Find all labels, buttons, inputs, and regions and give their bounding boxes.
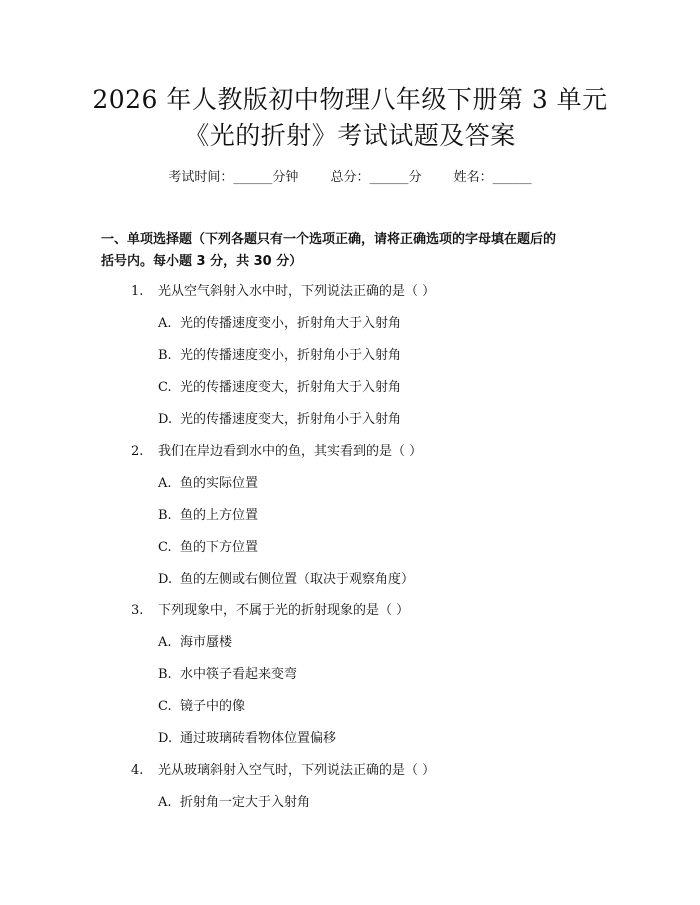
question-3-option-c [158,697,245,717]
page-title-line-1: 2026 年人教版初中物理八年级下册第 3 单元 [92,85,608,114]
option-text: 鱼的实际位置 [180,476,259,491]
question-1-option-c [158,378,401,398]
question-2-option-a [158,474,258,494]
option-letter: A. [158,635,172,650]
option-letter: A. [158,316,172,331]
question-1-option-d [158,410,401,430]
exam-meta [0,168,700,188]
option-text: 折射角一定大于入射角 [180,795,311,810]
question-text: 下列现象中，不属于光的折射现象的是（ ） [158,603,410,618]
option-letter: D. [158,731,173,746]
option-letter: D. [158,412,173,427]
question-4-option-a [158,793,310,813]
option-text: 光的传播速度变大，折射角小于入射角 [180,412,402,427]
option-text: 鱼的下方位置 [180,540,259,555]
option-text: 鱼的上方位置 [180,508,259,523]
exam-time-field: 考试时间：______分钟 [168,170,299,185]
question-3 [131,601,409,621]
option-text: 光的传播速度变大，折射角大于入射角 [180,380,402,395]
question-1-option-a [158,314,401,334]
question-text: 光从玻璃斜射入空气时，下列说法正确的是（ ） [158,763,436,778]
option-text: 海市蜃楼 [180,635,233,650]
question-2-option-d [158,570,414,590]
option-letter: A. [158,476,172,491]
option-letter: B. [158,348,172,363]
student-name-field: 姓名：______ [453,170,532,185]
option-text: 光的传播速度变小，折射角大于入射角 [180,316,402,331]
question-2-option-c [158,538,258,558]
question-text: 我们在岸边看到水中的鱼，其实看到的是（ ） [158,444,423,459]
section-heading-line-2: 括号内。每小题 3 分，共 30 分） [101,254,303,269]
option-letter: A. [158,795,172,810]
question-2 [131,442,422,462]
total-score-field: 总分：______分 [330,170,422,185]
option-text: 镜子中的像 [180,699,246,714]
question-number: 4. [131,763,144,778]
option-letter: D. [158,572,173,587]
page-title-line-2: 《光的折射》考试试题及答案 [184,121,516,150]
question-number: 3. [131,603,144,618]
option-letter: C. [158,699,172,714]
option-letter: B. [158,667,172,682]
option-text: 通过玻璃砖看物体位置偏移 [180,731,337,746]
option-text: 鱼的左侧或右侧位置（取决于观察角度） [180,572,415,587]
question-4 [131,761,435,781]
question-1-option-b [158,346,401,366]
question-3-option-b [158,665,297,685]
question-number: 1. [131,284,144,299]
question-3-option-d [158,729,336,749]
option-letter: B. [158,508,172,523]
section-heading-line-1: 一、单项选择题（下列各题只有一个选项正确，请将正确选项的字母填在题后的 [101,232,557,247]
option-text: 光的传播速度变小，折射角小于入射角 [180,348,402,363]
question-1 [131,282,435,302]
option-letter: C. [158,540,172,555]
option-text: 水中筷子看起来变弯 [180,667,298,682]
question-number: 2. [131,444,144,459]
question-3-option-a [158,633,232,653]
option-letter: C. [158,380,172,395]
question-2-option-b [158,506,258,526]
question-text: 光从空气斜射入水中时，下列说法正确的是（ ） [158,284,436,299]
